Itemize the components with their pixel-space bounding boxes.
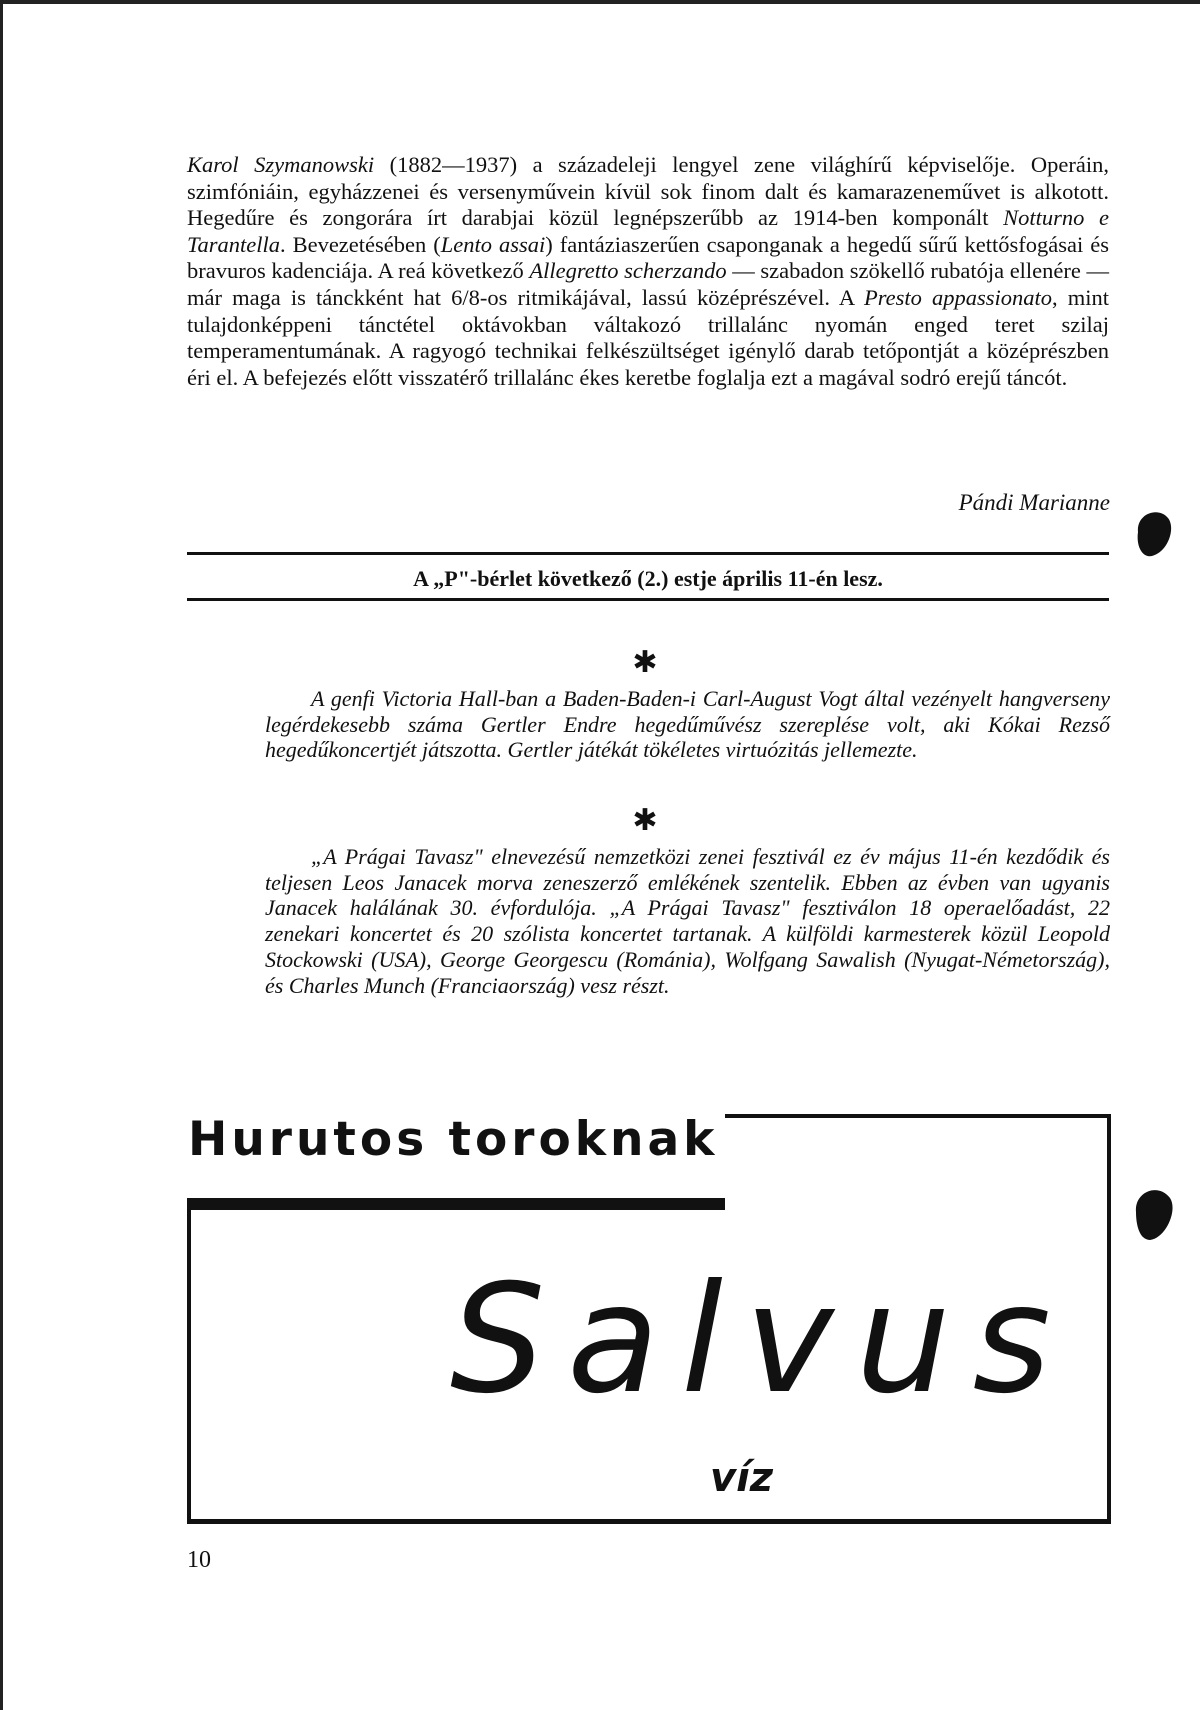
news-item-geneva <box>265 686 1110 763</box>
ad-headline-bar <box>187 1198 725 1210</box>
ad-frame-bottom <box>187 1519 1111 1524</box>
tempo-marking-second: Allegretto scherzando <box>529 258 727 284</box>
news-separator-2: ✱ <box>632 803 658 838</box>
article-text-3: ) fantáziaszerűen csaponganak a hegedű sűrű kettősfogásai és bravuros kadenciája. A reá következő <box>187 231 1110 284</box>
article-text-4: — szabadon szökellő rubatója ellenére — már maga is tánckként hat 6/8-os ritmikájával, lassú középrészével. A <box>187 258 1110 310</box>
article-text-5: , mint tulajdonképpeni tánctétel oktávokban váltakozó trillalánc nyomán enged teret szilaj temperamentumának. A ragyogó technikai felkészültséget igénylő darab tetőpontját a középrészben éri el. A befejezés előtt visszatérő trillalánc ékes keretbe foglalja ezt a magával sodró erejű táncót. <box>187 284 1109 390</box>
ad-headline: Hurutos toroknak <box>188 1112 719 1167</box>
ink-blot-icon <box>1128 502 1178 562</box>
divider-rule-bottom <box>187 598 1109 601</box>
ad-brand-logo: Salvus <box>450 1253 1073 1427</box>
work-title: Notturno e Tarantella <box>187 205 1109 257</box>
ad-frame-right <box>1107 1114 1111 1524</box>
news-item-geneva-text: A genfi Victoria Hall-ban a Baden-Baden-i Carl-August Vogt által vezényelt hangverseny legérdekesebb száma Gertler Endre hegedűművész szereplése volt, aki Kókai Rezső hegedűkoncertjét játszotta. Gertler játékát tökéletes virtuózitás jellemezte. <box>265 686 1110 763</box>
article-text-2: . Bevezetésében ( <box>279 231 441 257</box>
ad-frame-left <box>187 1198 191 1524</box>
news-item-prague <box>265 844 1110 998</box>
ad-brand-subtitle: víz <box>710 1455 774 1501</box>
tempo-marking-third: Presto appassionato <box>863 284 1053 310</box>
page-edge-top <box>0 0 1200 4</box>
subscription-announcement: A „P"-bérlet következő (2.) estje április 11-én lesz. <box>413 566 883 591</box>
ad-frame-top <box>725 1114 1110 1118</box>
page-edge-left <box>0 0 3 1710</box>
news-separator-1: ✱ <box>632 645 658 680</box>
news-item-prague-text: „A Prágai Tavasz" elnevezésű nemzetközi zenei fesztivál ez év május 11-én kezdődik és teljesen Leos Janacek morva zeneszerző emlékének szentelik. Ebben az évben van ugyanis Janacek halálának 30. évfordulója. „A Prágai Tavasz" fesztiválon 18 operaelőadást, 22 zenekari koncertet és 20 szólista koncertet tartanak. A külföldi karmesterek közül Leopold Stockowski (USA), George Georgescu (Románia), Wolfgang Sawalish (Nyugat-Németország), és Charles Munch (Franciaország) vesz részt. <box>265 844 1110 998</box>
tempo-marking-intro: Lento assai <box>440 231 546 257</box>
ink-blot-icon <box>1128 1180 1178 1244</box>
article-text-1: (1882—1937) a századeleji lengyel zene világhírű képviselője. Operáin, szimfóniáin, egyházzenei és versenyművein kívül sok finom dalt és kamarazeneművet is alkotott. Hegedűre és zongorára írt darabjai közül legnépszerűbb az 1914-ben komponált <box>187 152 1109 231</box>
author-signature: Pándi Marianne <box>958 490 1110 515</box>
page-number: 10 <box>187 1547 211 1573</box>
composer-name: Karol Szymanowski <box>187 152 375 177</box>
divider-rule-top <box>187 552 1109 555</box>
article-paragraph <box>187 152 1109 391</box>
